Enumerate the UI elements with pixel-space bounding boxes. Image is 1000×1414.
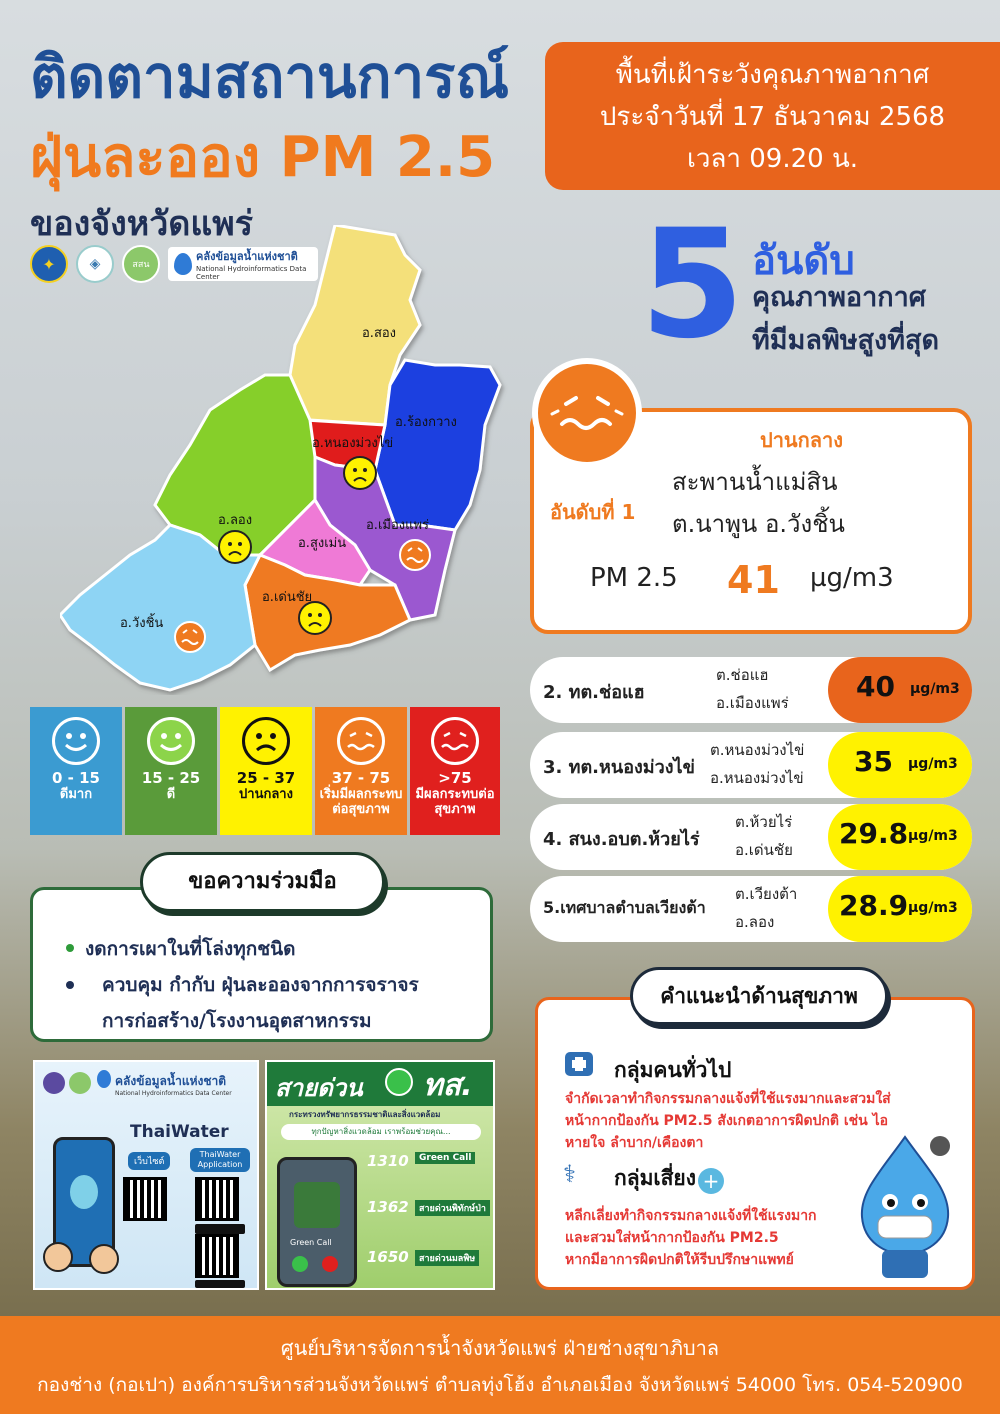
app-qr-code-android[interactable] [195,1177,239,1221]
neutral-face-icon [242,717,290,765]
ministry-emblem [294,1182,340,1228]
app-store-badge[interactable] [195,1280,245,1288]
hii-logo [69,1072,91,1094]
rank-row-value: 29.8 [839,817,909,850]
hotline-label-3: สายด่วนมลพิษ [415,1250,479,1266]
medical-kit-icon [565,1052,593,1076]
nhdc-name: คลังข้อมูลน้ำแห่งชาติ [115,1074,227,1088]
hotline-number-3: 1650 [367,1248,409,1266]
cooperation-item-1: งดการเผาในที่โล่งทุกชนิด [85,938,296,960]
app-label: ThaiWater Application [190,1148,250,1172]
risk-group-text-1: หลีกเลี่ยงทำกิจกรรมกลางแจ้งที่ใช้แรงมาก [565,1208,817,1224]
pollution-face-icon [431,717,479,765]
rank-1-label: อันดับที่ 1 [550,500,636,524]
agency-logo: ◈ [76,245,114,283]
water-drop-icon [97,1070,111,1088]
map-label-wang-chin: อ.วังชิ้น [120,616,164,631]
rank-row-name: 2. ทต.ช่อแฮ [543,682,645,703]
cooperation-item-2: ควบคุม กำกับ ฝุ่นละอองจากการจราจร [102,974,419,996]
legend-range: 25 - 37 [236,769,296,787]
top-rank-desc1: คุณภาพอากาศ [752,282,926,313]
map-label-sung-men: อ.สูงเม่น [298,536,347,551]
general-group-text-1: จำกัดเวลาทำกิจกรรมกลางแจ้งที่ใช้แรงมากและสวมใส่ [565,1091,891,1107]
legend-good [125,707,217,835]
answer-call-icon [292,1256,308,1272]
legend-begin-impact [315,707,407,835]
rank-row-name: 5.เทศบาลตำบลเวียงต้า [543,898,706,917]
map-label-song: อ.สอง [362,326,397,341]
legend-range: 15 - 25 [141,769,201,787]
pao-logo: ✦ [30,245,68,283]
map-label-rong-kwang: อ.ร้องกวาง [395,415,457,430]
map-label-nong-muang-khai: อ.หนองม่วงไข่ [312,436,394,451]
stethoscope-icon: ⚕ [563,1160,576,1188]
pollution-face-icon [538,364,636,462]
hii-logo: สสน [122,245,160,283]
rank-row-unit: µg/m3 [908,900,958,916]
top-rank-number: 5 [640,198,745,372]
health-advice-title: คำแนะนำด้านสุขภาพ [630,967,888,1025]
general-group-text-3: หายใจ ลำบาก/เคืองตา [565,1135,704,1151]
risk-group-title: กลุ่มเสี่ยง [614,1166,696,1190]
hotline-org: ทส. [423,1068,473,1103]
thaiwater-panel [33,1060,259,1290]
risk-group-text-3: หากมีอาการผิดปกติให้รีบปรึกษาแพทย์ [565,1252,794,1268]
phone-label: Green Call [290,1238,332,1247]
map-face-wang-chin [175,622,205,652]
rank-row-district: อ.เมืองแพร่ [716,694,789,712]
google-play-badge[interactable] [195,1224,245,1234]
legend-label: มีผลกระทบต่อสุขภาพ [415,787,495,817]
website-label: เว็บไซต์ [128,1152,170,1170]
map-label-long: อ.ลอง [218,513,253,528]
bullet-icon [66,981,74,989]
map-label-mueang-phrae: อ.เมืองแพร่ [366,518,430,533]
legend-label: ดี [166,787,176,802]
rank-row-unit: µg/m3 [908,756,958,772]
app-qr-code-ios[interactable] [195,1234,239,1278]
top-rank-desc2: ที่มีมลพิษสูงที่สุด [752,325,940,356]
bullet-icon [66,944,74,952]
rank-1-pm-label: PM 2.5 [590,563,678,593]
rank-row-value: 28.9 [839,889,909,922]
hotline-subtitle: กระทรวงทรัพยากรธรรมชาติและสิ่งแวดล้อม [289,1110,441,1119]
mascot-illustration [840,1132,970,1282]
thaiwater-title: ThaiWater [130,1122,229,1142]
footer-line-1: ศูนย์บริหารจัดการน้ำจังหวัดแพร่ ฝ่ายช่างสุขาภิบาล [280,1336,720,1360]
watch-area-label: พื้นที่เฝ้าระวังคุณภาพอากาศ [615,60,930,90]
nhdc-logo-en: National Hydroinformatics Data Center [196,265,307,281]
rank-1-unit: µg/m3 [810,563,894,593]
legend-range: 0 - 15 [52,769,100,787]
rank-1-location: สะพานน้ำแม่สิน [672,468,838,496]
date-label: ประจำวันที่ 17 ธันวาคม 2568 [599,102,946,132]
legend-impact [410,707,500,835]
rank-row-district: อ.ลอง [735,913,775,931]
legend-range: >75 [438,769,472,787]
risk-group-text-2: และสวมใส่หน้ากากป้องกัน PM2.5 [565,1230,779,1246]
legend-very-good [30,707,122,835]
phone-illustration [277,1157,357,1287]
legend-label: ดีมาก [59,787,93,802]
hotline-label-1: Green Call [415,1152,475,1164]
end-call-icon [322,1256,338,1272]
map-face-long [219,531,251,563]
rank-row-5 [530,876,972,942]
nhdc-logo-th: คลังข้อมูลน้ำแห่งชาติ [196,250,298,263]
hotline-panel [265,1060,495,1290]
cooperation-item-3: การก่อสร้าง/โรงงานอุตสาหกรรม [102,1010,372,1032]
person-illustration [43,1242,73,1272]
hotline-number-2: 1362 [367,1198,409,1216]
general-group-text-2: หน้ากากป้องกัน PM2.5 สังเกตอาการผิดปกติ เช่น ไอ [565,1113,889,1129]
top-rank-label: อันดับ [752,238,855,284]
legend-label: ปานกลาง [239,787,293,802]
rank-row-subdistrict: ต.หนองม่วงไข่ [710,741,805,759]
person-illustration [89,1244,119,1274]
rank-row-value: 35 [854,745,893,778]
rank-row-district: อ.หนองม่วงไข่ [710,769,804,787]
agency-logo [43,1072,65,1094]
rank-row-unit: µg/m3 [908,828,958,844]
map-face-mueang-phrae [400,540,430,570]
province-title: ของจังหวัดแพร่ [30,204,253,244]
legend-label: เริ่มมีผลกระทบต่อสุขภาพ [319,787,403,817]
plus-icon: + [698,1168,724,1194]
rank-row-district: อ.เด่นชัย [735,841,793,859]
rank-1-level: ปานกลาง [760,428,843,452]
water-drop-icon [70,1175,98,1209]
website-qr-code[interactable] [123,1177,167,1221]
main-title: ติดตามสถานการณ์ [30,43,510,111]
rank-row-2 [530,657,972,723]
hotline-tagline: ทุกปัญหาสิ่งแวดล้อม เราพร้อมช่วยคุณ... [281,1124,481,1140]
time-label: เวลา 09.20 น. [686,144,859,174]
hotline-title: สายด่วน [275,1074,363,1102]
district-rong-kwang [375,360,500,530]
smile-face-icon [147,717,195,765]
legend-range: 37 - 75 [331,769,391,787]
rank-row-subdistrict: ต.เวียงต้า [735,885,798,903]
rank-1-face-badge [532,358,642,468]
hotline-label-2: สายด่วนพิทักษ์ป่า [415,1200,490,1216]
rank-row-3 [530,732,972,798]
rank-row-4 [530,804,972,870]
rank-1-district: ต.นาพูน อ.วังชิ้น [672,510,845,538]
rank-row-unit: µg/m3 [910,681,960,697]
main-subtitle: ฝุ่นละออง PM 2.5 [30,125,496,190]
map-face-nong-muang-khai [344,457,376,489]
footer-line-2: กองช่าง (กอเปา) องค์การบริหารส่วนจังหวัดแพร่ ตำบลทุ่งโฮ้ง อำเภอเมือง จังหวัดแพร่ 54000 โทร. 054-520900 [37,1374,963,1396]
cooperation-title: ขอความร่วมมือ [140,852,385,912]
rank-row-subdistrict: ต.ช่อแฮ [716,666,769,684]
hotline-number-1: 1310 [367,1152,409,1170]
map-label-den-chai: อ.เด่นชัย [262,590,313,605]
date-header-box [545,42,1000,190]
rank-row-subdistrict: ต.ห้วยไร่ [735,813,793,831]
smile-face-icon [52,717,100,765]
nhdc-name-en: National Hydroinformatics Data Center [115,1090,232,1097]
pollution-face-icon [337,717,385,765]
rank-row-name: 4. สนง.อบต.ห้วยไร่ [543,829,700,850]
rank-row-name: 3. ทต.หนองม่วงไข่ [543,757,695,778]
phone-icon [385,1068,413,1096]
rank-1-value: 41 [727,558,780,602]
rank-row-value: 40 [856,670,895,703]
footer [0,1316,1000,1414]
general-group-title: กลุ่มคนทั่วไป [614,1058,732,1082]
legend-moderate [220,707,312,835]
